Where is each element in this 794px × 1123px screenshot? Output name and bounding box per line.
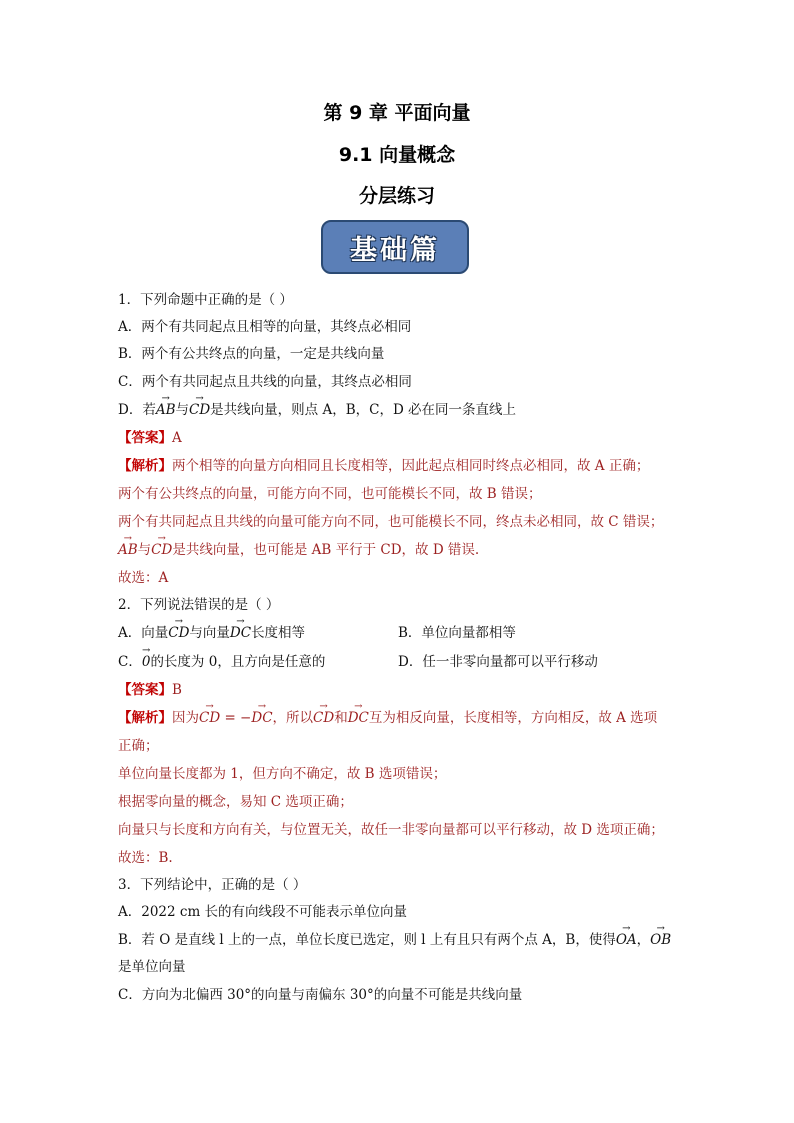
- vector-ab: → AB: [156, 401, 176, 419]
- q2-a-prefix: A．向量: [118, 625, 169, 641]
- q3-option-b-cont: 是单位向量: [118, 959, 186, 975]
- vector-dc: → DC: [230, 624, 251, 642]
- q1-analysis-2: 两个有公共终点的向量，可能方向不同，也可能模长不同，故 B 错误；: [118, 486, 542, 502]
- q1-d-post: 是共线向量，则点 A，B，C，D 必在同一条直线上: [210, 402, 517, 418]
- section-title: 9.1 向量概念: [338, 144, 456, 166]
- q2-analysis-2: 单位向量长度都为 1，但方向不确定，故 B 选项错误；: [118, 766, 447, 782]
- q2-analysis-pre: 因为: [172, 710, 199, 726]
- q2-answer: [118, 681, 182, 699]
- q2-a-mid: 与向量: [189, 625, 230, 641]
- q2-choose: 故选：B.: [118, 850, 173, 866]
- q2-option-d: D．任一非零向量都可以平行移动: [398, 654, 598, 670]
- q3-b-sep: ，: [636, 932, 651, 948]
- q2-analysis-post: 互为相反向量，长度相等，方向相反，故 A 选项: [368, 710, 658, 726]
- q3-option-c: C．方向为北偏西 30°的向量与南偏东 30°的向量不可能是共线向量: [118, 987, 523, 1003]
- q2-analysis-4: 向量只与长度和方向有关，与位置无关，故任一非零向量都可以平行移动，故 D 选项正确；: [118, 822, 664, 838]
- vector-cd: → CD: [313, 709, 334, 727]
- q1-option-b: B．两个有公共终点的向量，一定是共线向量: [118, 346, 385, 362]
- q2-option-a: [118, 624, 305, 642]
- q1-analysis-4-mid: 与: [137, 542, 152, 558]
- q2-stem: 2．下列说法错误的是（ ）: [118, 597, 280, 613]
- q3-b-prefix: B．若 O 是直线 l 上的一点，单位长度已选定，则 l 上有且只有两个点 A，B，使得: [118, 932, 616, 948]
- q2-c-post: 的长度为 0，且方向是任意的: [150, 654, 326, 670]
- q1-analysis-1: [118, 457, 649, 475]
- q2-analysis-3: 根据零向量的概念，易知 C 选项正确；: [118, 794, 353, 810]
- vector-dc: → DC: [251, 709, 272, 727]
- level-badge: [321, 220, 469, 274]
- vector-cd: → CD: [151, 541, 172, 559]
- analysis-tag: 【解析】: [118, 458, 172, 474]
- vector-cd: → CD: [189, 401, 210, 419]
- q3-option-a: A．2022 cm 长的有向线段不可能表示单位向量: [118, 904, 408, 920]
- q2-c-prefix: C．: [118, 654, 142, 670]
- q1-answer: [118, 429, 182, 447]
- q1-option-a: A．两个有共同起点且相等的向量，其终点必相同: [118, 319, 412, 335]
- q2-analysis-1: [118, 709, 657, 727]
- q1-option-d: [118, 401, 516, 419]
- vector-ob: → OB: [650, 931, 671, 949]
- q2-analysis-1-cont: 正确；: [118, 738, 159, 754]
- analysis-tag: 【解析】: [118, 710, 172, 726]
- q1-analysis-4-post: 是共线向量，也可能是 AB 平行于 CD，故 D 错误.: [172, 542, 480, 558]
- q1-choose: 故选：A: [118, 570, 169, 586]
- vector-cd: → CD: [199, 709, 220, 727]
- q1-answer-value: A: [172, 430, 182, 446]
- answer-tag: 【答案】: [118, 682, 172, 698]
- q1-analysis-4: [118, 541, 479, 559]
- q1-d-prefix: D．若: [118, 402, 156, 418]
- q2-option-b: B．单位向量都相等: [398, 625, 516, 641]
- q2-option-c: [118, 653, 325, 671]
- q1-analysis-1-text: 两个相等的向量方向相同且长度相等，因此起点相同时终点必相同，故 A 正确；: [172, 458, 650, 474]
- vector-dc: → DC: [348, 709, 369, 727]
- q1-analysis-3: 两个有共同起点且共线的向量可能方向不同，也可能模长不同，终点未必相同，故 C 错误；: [118, 514, 664, 530]
- answer-tag: 【答案】: [118, 430, 172, 446]
- q3-option-b: [118, 931, 671, 949]
- q1-d-mid: 与: [175, 402, 189, 418]
- vector-cd: → CD: [168, 624, 189, 642]
- q1-option-c: C．两个有共同起点且共线的向量，其终点必相同: [118, 374, 412, 390]
- q2-analysis-and: 和: [334, 710, 348, 726]
- level-badge-label: 基础篇: [350, 234, 440, 266]
- chapter-title: 第 9 章 平面向量: [323, 102, 471, 124]
- vector-ab: → AB: [118, 541, 138, 559]
- q1-stem: 1．下列命题中正确的是（ ）: [118, 292, 293, 308]
- q2-analysis-eq: = −: [220, 710, 252, 726]
- q3-stem: 3．下列结论中，正确的是（ ）: [118, 877, 307, 893]
- zero-vector: → 0: [142, 653, 151, 671]
- q2-answer-value: B: [172, 682, 182, 698]
- subtitle: 分层练习: [358, 185, 435, 207]
- vector-oa: → OA: [616, 931, 637, 949]
- q2-analysis-mid: ，所以: [272, 710, 314, 726]
- q2-a-post: 长度相等: [251, 625, 306, 641]
